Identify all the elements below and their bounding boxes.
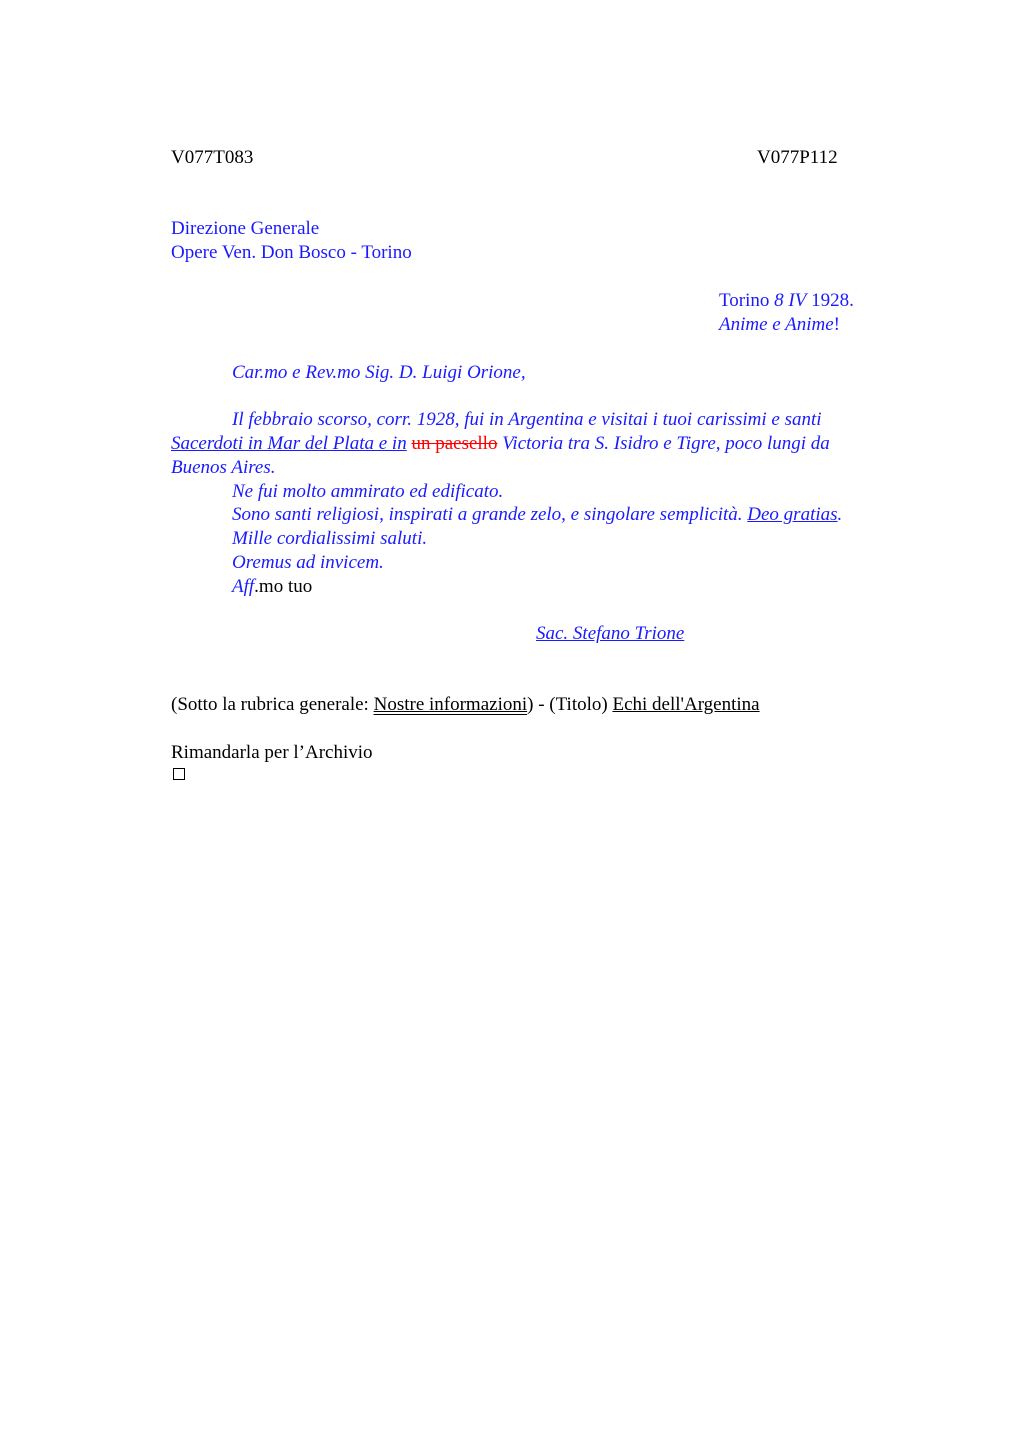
- closing-rest: .mo tuo: [254, 576, 313, 597]
- date-period: .: [849, 290, 854, 311]
- deleted-phrase: un paesello: [411, 433, 498, 454]
- note-middle: ) - (Titolo): [527, 694, 613, 715]
- body-line-6: Mille cordialissimi saluti.: [232, 528, 428, 549]
- signature: Sac. Stefano Trione: [536, 623, 685, 644]
- note-prefix: (Sotto la rubrica generale:: [171, 694, 374, 715]
- body-line-5-period: .: [837, 504, 843, 525]
- motto: [719, 313, 840, 337]
- body-line-2-rest: Victoria tra S. Isidro e Tigre, poco lungi da: [502, 433, 830, 454]
- body-line-2: [171, 432, 830, 456]
- body-line-7: Oremus ad invicem.: [232, 552, 384, 573]
- body-line-5: [232, 503, 842, 527]
- salutation: Car.mo e Rev.mo Sig. D. Luigi Orione,: [232, 362, 526, 383]
- rubric-name: Nostre informazioni: [373, 694, 528, 715]
- closing: [232, 575, 312, 599]
- closing-italic: Aff: [232, 576, 255, 597]
- right-code: V077P112: [757, 147, 838, 168]
- body-line-5-main: Sono santi religiosi, inspirati a grande zelo, e singolare semplicità.: [232, 504, 743, 525]
- archive-note: Rimandarla per l’Archivio: [171, 742, 373, 763]
- underlined-phrase: Sacerdoti in Mar del Plata e in: [171, 433, 407, 454]
- editorial-note: [171, 693, 760, 717]
- body-line-3: Buenos Aires.: [171, 457, 276, 478]
- checkbox-icon: [173, 768, 185, 780]
- date-day-month: 8 IV: [774, 290, 807, 311]
- body-line-4: Ne fui molto ammirato ed edificato.: [232, 481, 504, 502]
- letterhead-line-2: Opere Ven. Don Bosco - Torino: [171, 242, 412, 263]
- body-line-1: Il febbraio scorso, corr. 1928, fui in Argentina e visitai i tuoi carissimi e santi: [232, 409, 822, 430]
- dateline: [719, 289, 854, 313]
- motto-exclamation: !: [833, 314, 840, 335]
- date-city: Torino: [719, 290, 770, 311]
- motto-text: Anime e Anime: [719, 314, 834, 335]
- left-code: V077T083: [171, 147, 254, 168]
- article-title: Echi dell'Argentina: [612, 694, 760, 715]
- deo-gratias: Deo gratias: [747, 504, 838, 525]
- date-year: 1928: [811, 290, 850, 311]
- letterhead-line-1: Direzione Generale: [171, 218, 320, 239]
